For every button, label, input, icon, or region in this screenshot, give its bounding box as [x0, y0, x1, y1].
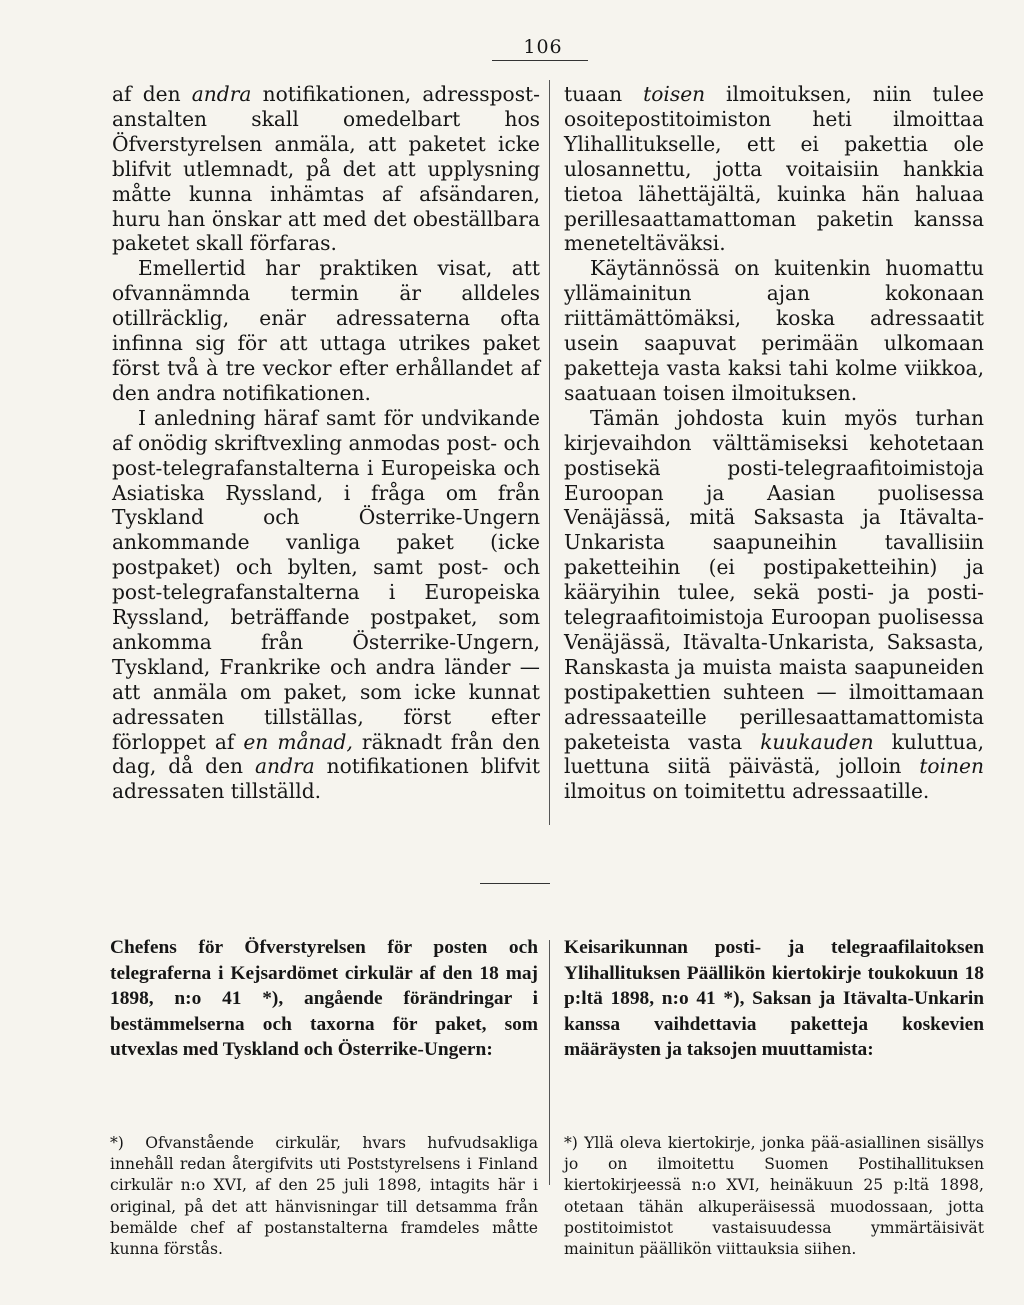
right-paragraph-3: Tämän johdosta kuin myös turhan kirjevaihdon välttämiseksi kehotetaan postisekä posti-telegraafitoimistoja Euroopan ja Aasian puolisessa Venäjässä, mitä Saksasta ja Itävalta-Unkarista saapuneihin tavallisiin paketteihin (ei postipaketteihin) ja kääryihin tulee, sekä posti- ja posti-telegraafitoimistoja Euroopan puolisessa Venäjässä, Itävalta-Unkarista, Saksasta, Ranskasta ja muista maista saapuneiden postipakettien suhteen — ilmoittamaan adressaateille perillesaattamattomista paketeista vasta kuukauden kuluttua, luettuna siitä päivästä, jolloin toinen ilmoitus on toimitettu adressaatille. [564, 405, 984, 804]
footnote-finnish: *) Yllä oleva kiertokirje, jonka pää-asiallinen sisällys jo on ilmoitettu Suomen Postihallituksen kiertokirjeessä n:o XVI, heinäkuun 25 p:ltä 1898, otetaan tähän alkuperäisessä muodossaan, jotta postitoimistot vastaisuudessa ymmärtäisivät mainitun päällikön viittauksia siihen. [564, 1134, 984, 1259]
right-paragraph-2: Käytännössä on kuitenkin huomattu yllämainitun ajan kokonaan riittämättömäksi, koska adressaatit usein saapuvat perimään ulkomaan paketteja vasta kaksi tahi kolme viikkoa, saatuaan toisen ilmoituksen. [564, 256, 984, 405]
right-column-finnish [564, 82, 984, 804]
right-paragraph-1: tuaan toisen ilmoituksen, niin tulee osoitepostitoimiston heti ilmoittaa Ylihallitukselle, ett ei pakettia ole ulosannettu, jotta voitaisiin hankkia tietoa lähettäjältä, kuinka hän haluaa perillesaattamattoman paketin kanssa meneteltäväksi. [564, 82, 984, 256]
section-separator [480, 883, 550, 884]
circular-heading-swedish: Chefens för Öfverstyrelsen för posten och telegraferna i Kejsardömet cirkulär af den 18 maj 1898, n:o 41 *), angående förändringar i bestämmelserna och taxorna för paket, som utvexlas med Tyskland och Österrike-Ungern: [110, 937, 538, 1061]
page-number-rule [492, 60, 588, 61]
left-paragraph-2: Emellertid har praktiken visat, att ofvannämnda termin är alldeles otillräcklig, enär adressaterna ofta infinna sig för att uttaga utrikes paket först två à tre veckor efter erhållandet af den andra notifikationen. [112, 256, 540, 405]
column-divider-bottom [549, 940, 550, 1185]
left-paragraph-3: I anledning häraf samt för undvikande af onödig skriftvexling anmodas post- och post-telegrafanstalterna i Europeiska och Asiatiska Ryssland, i fråga om från Tyskland och Österrike-Ungern ankommande vanliga paket (icke postpaket) och bylten, samt post- och post-telegrafanstalterna i Europeiska Ryssland, beträffande postpaket, som ankomma från Österrike-Ungern, Tyskland, Frankrike och andra länder — att anmäla om paket, som icke kunnat adressaten tillställas, först efter förloppet af en månad, räknadt från den dag, då den andra notifikationen blifvit adressaten tillställd. [112, 405, 540, 804]
circular-heading-finnish: Keisarikunnan posti- ja telegraafilaitoksen Ylihallituksen Päällikön kiertokirje toukokuun 18 p:ltä 1898, n:o 41 *), Saksan ja Itävalta-Unkarin kanssa vaihdettavia paketteja koskevien määräysten ja taksojen muuttamista: [564, 937, 984, 1061]
italic-emphasis: toinen [919, 754, 984, 779]
italic-emphasis: en månad, [243, 729, 353, 754]
italic-emphasis: andra [255, 754, 315, 779]
italic-emphasis: kuukauden [760, 729, 874, 754]
italic-emphasis: andra [191, 82, 252, 106]
page-number: 106 [523, 36, 563, 58]
left-paragraph-1: af den andra notifikationen, adresspost-anstalten skall omedelbart hos Öfverstyrelsen anmäla, att paketet icke blifvit utlemnadt, på det att upplysning måtte kunna inhämtas af afsändaren, huru han önskar att med det obeställbara paketet skall förfaras. [112, 82, 540, 256]
italic-emphasis: toisen [643, 82, 706, 106]
left-column-swedish [112, 82, 540, 804]
footnote-swedish: *) Ofvanstående cirkulär, hvars hufvudsakliga innehåll redan återgifvits uti Poststyrelsens i Finland cirkulär n:o XVI, af den 25 juli 1898, intagits här i original, på det att hänvisningar till detsamma från bemälde chef af postanstalterna framdeles måtte kunna förstås. [110, 1134, 538, 1259]
column-divider-top [549, 80, 550, 825]
